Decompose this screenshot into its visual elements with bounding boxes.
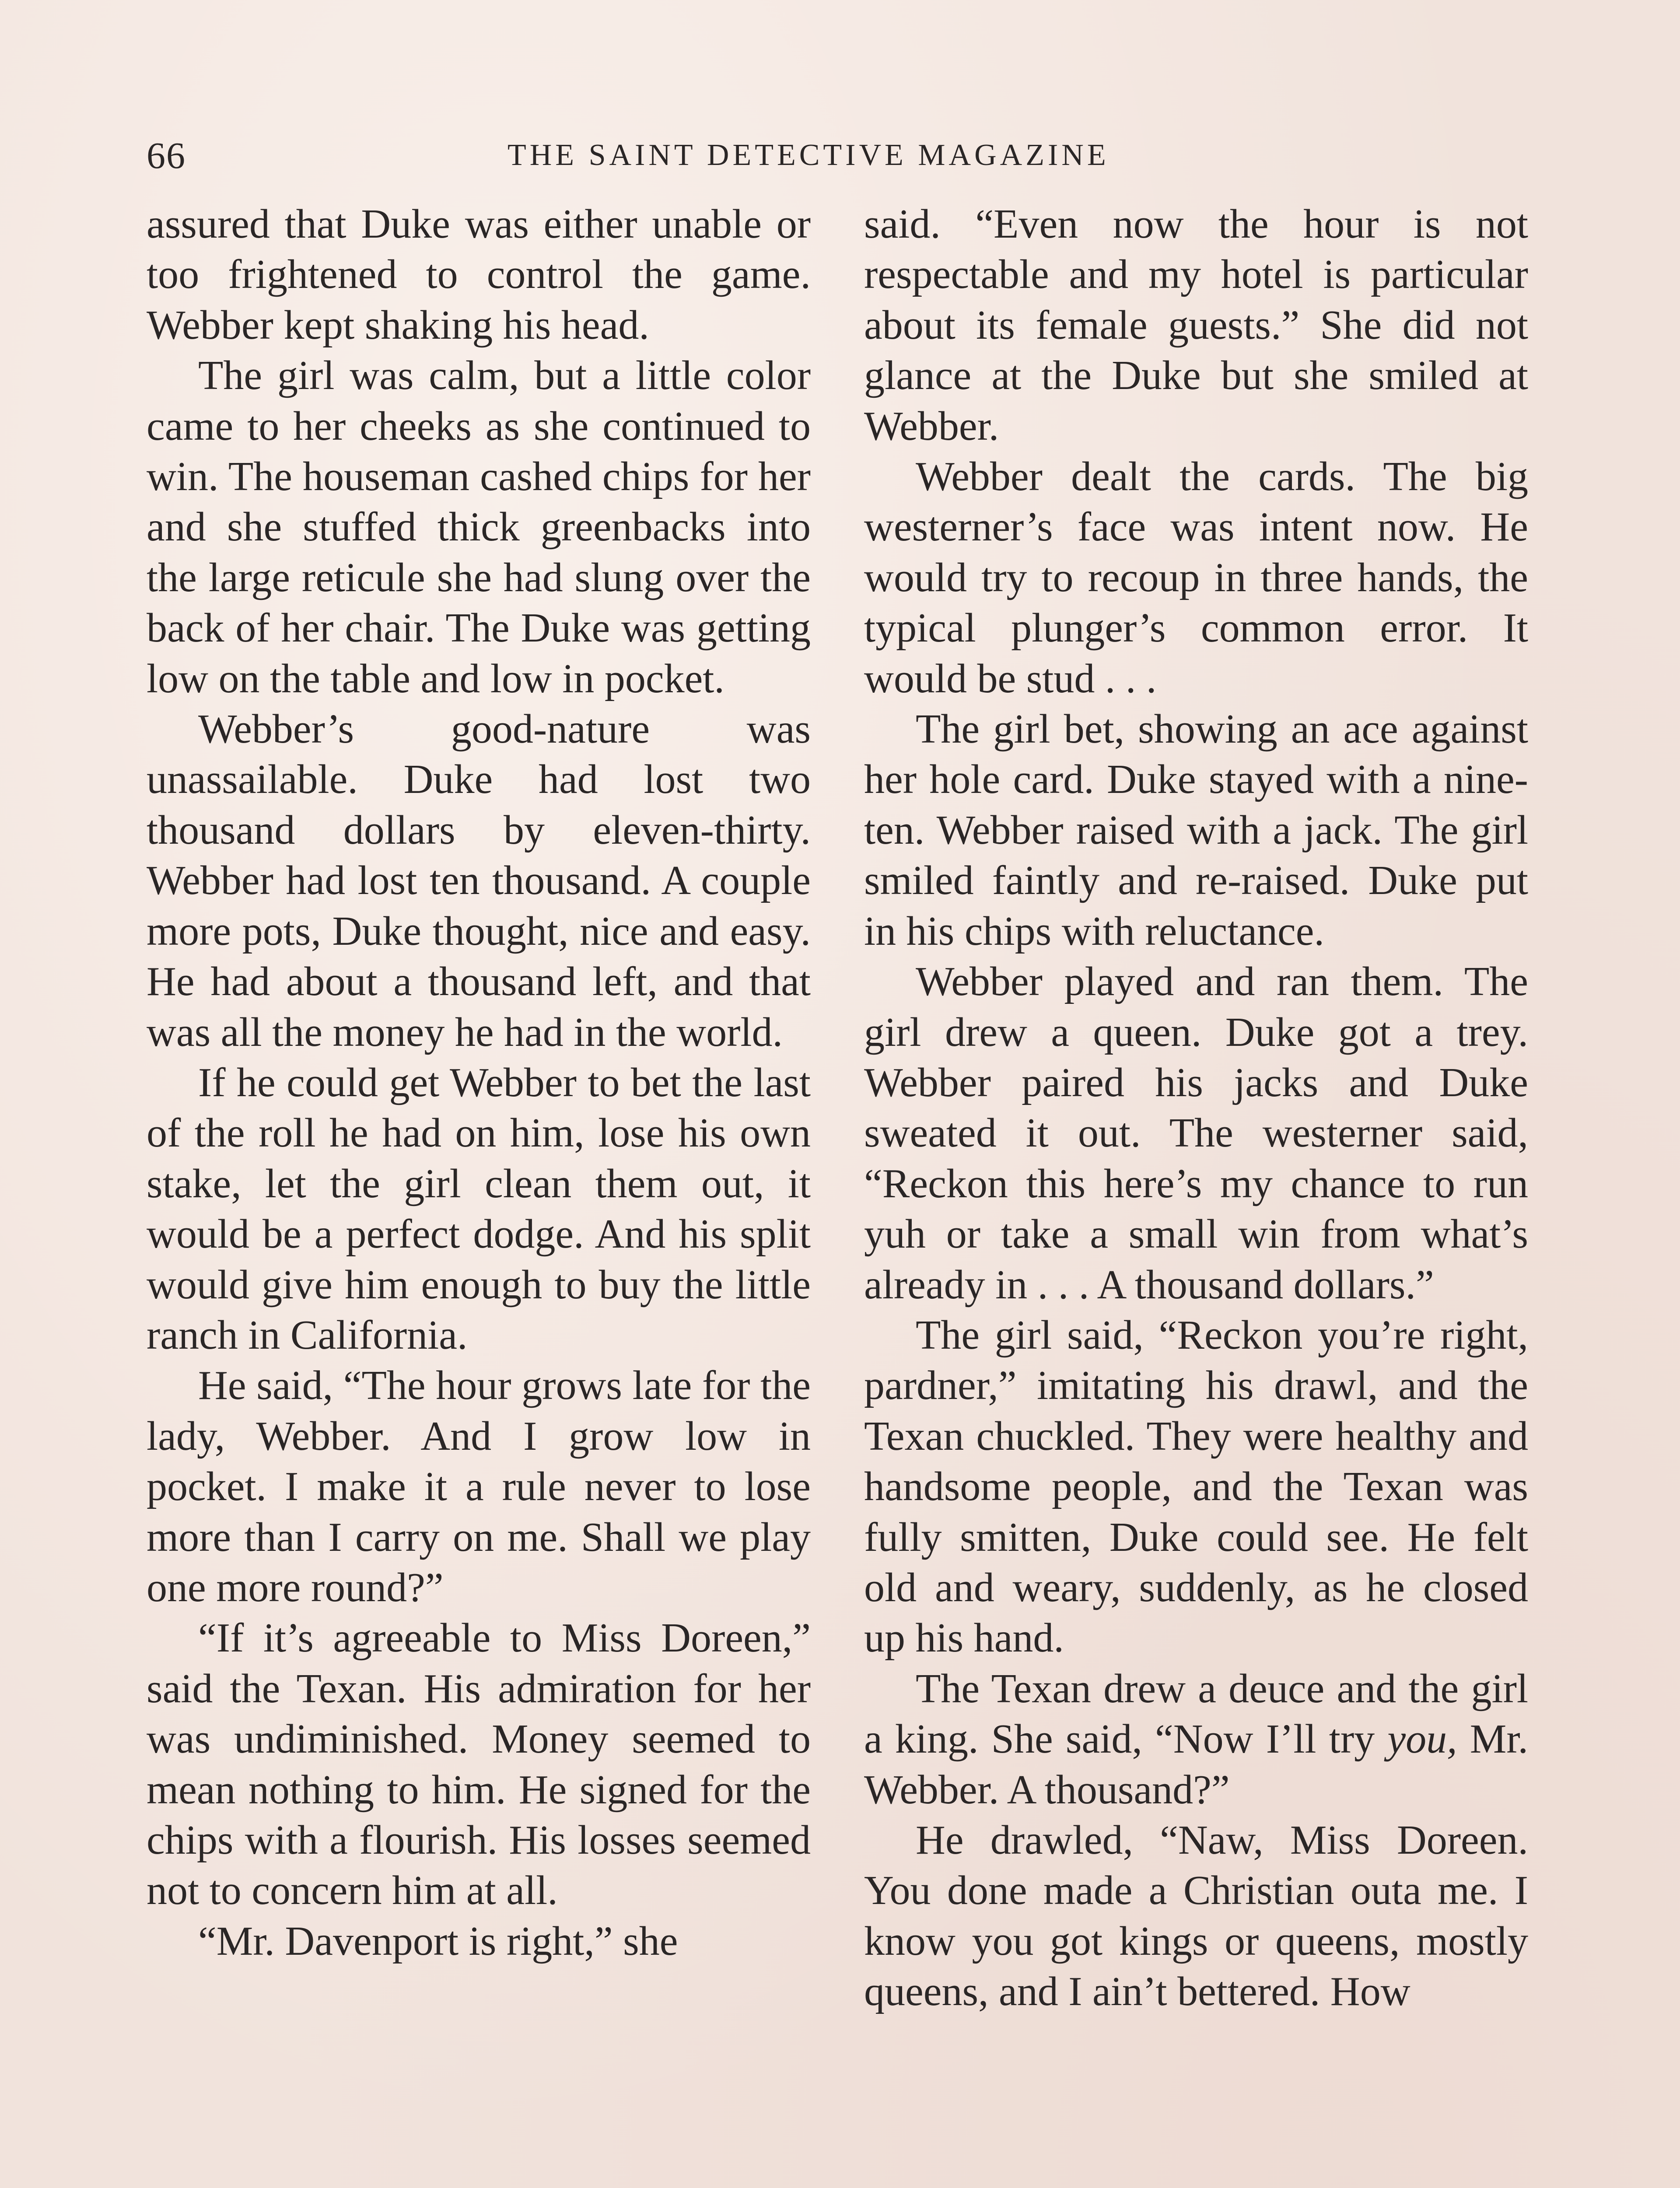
right-column xyxy=(864,199,1528,2017)
paragraph: said. “Even now the hour is not respectable and my hotel is particular about its female guests.” She did not glance at the Duke but she smiled at Webber. xyxy=(864,201,1528,449)
paragraph: The girl was calm, but a little color came to her cheeks as she continued to win. The houseman cashed chips for her and she stuffed thick greenbacks into the large reticule she had slung over the back of her chair. The Duke was getting low on the table and low in pocket. xyxy=(147,353,811,701)
paragraph: He drawled, “Naw, Miss Doreen. You done made a Christian outa me. I know you got kings or queens, mostly queens, and I ain’t bettered. How xyxy=(864,1817,1528,2015)
paragraph-text: Mr. Webber. A thousand?” xyxy=(864,1716,1528,1813)
paragraph: He said, “The hour grows late for the lady, Webber. And I grow low in pocket. I make it a rule never to lose more than I carry on me. Shall we play one more round?” xyxy=(147,1363,811,1610)
paragraph: Webber dealt the cards. The big westerner’s face was intent now. He would try to recoup in three hands, the typical plunger’s common error. It would be stud . . . xyxy=(864,454,1528,701)
magazine-title: THE SAINT DETECTIVE MAGAZINE xyxy=(508,138,1110,172)
running-head xyxy=(0,131,1680,179)
paragraph: “Mr. Davenport is right,” she xyxy=(198,1918,678,1964)
left-column xyxy=(147,199,811,1967)
paragraph: The girl bet, showing an ace against her hole card. Duke stayed with a nine-ten. Webber raised with a jack. The girl smiled faintly and re-raised. Duke put in his chips with reluctance. xyxy=(864,706,1528,954)
page-number: 66 xyxy=(147,134,186,176)
paragraph: “If it’s agreeable to Miss Doreen,” said the Texan. His admiration for her was undiminished. Money seemed to mean nothing to him. He signed for the chips with a flourish. His losses seemed not to concern him at all. xyxy=(147,1615,811,1914)
paragraph: Webber’s good-nature was unassailable. Duke had lost two thousand dollars by eleven-thirty. Webber had lost ten thousand. A couple more pots, Duke thought, nice and easy. He had about a thousand left, and that was all the money he had in the world. xyxy=(147,706,811,1055)
paragraph: assured that Duke was either unable or too frightened to control the game. Webber kept shaking his head. xyxy=(147,201,811,348)
paragraph: Webber played and ran them. The girl drew a queen. Duke got a trey. Webber paired his jacks and Duke sweated it out. The westerner said, “Reckon this here’s my chance to run yuh or take a small win from what’s already in . . . A thousand dollars.” xyxy=(864,959,1528,1308)
paragraph-text: The Texan drew a deuce and the girl a king. She said, “Now I’ll try xyxy=(864,1666,1528,1762)
italic-word: you, xyxy=(1387,1716,1457,1762)
paragraph: The girl said, “Reckon you’re right, pardner,” imitating his drawl, and the Texan chuckled. They were healthy and handsome people, and the Texan was fully smitten, Duke could see. He felt old and weary, suddenly, as he closed up his hand. xyxy=(864,1312,1528,1661)
paragraph xyxy=(864,1664,1528,1815)
paragraph: If he could get Webber to bet the last of the roll he had on him, lose his own stake, let the girl clean them out, it would be a perfect dodge. And his split would give him enough to buy the little ranch in California. xyxy=(147,1059,811,1358)
